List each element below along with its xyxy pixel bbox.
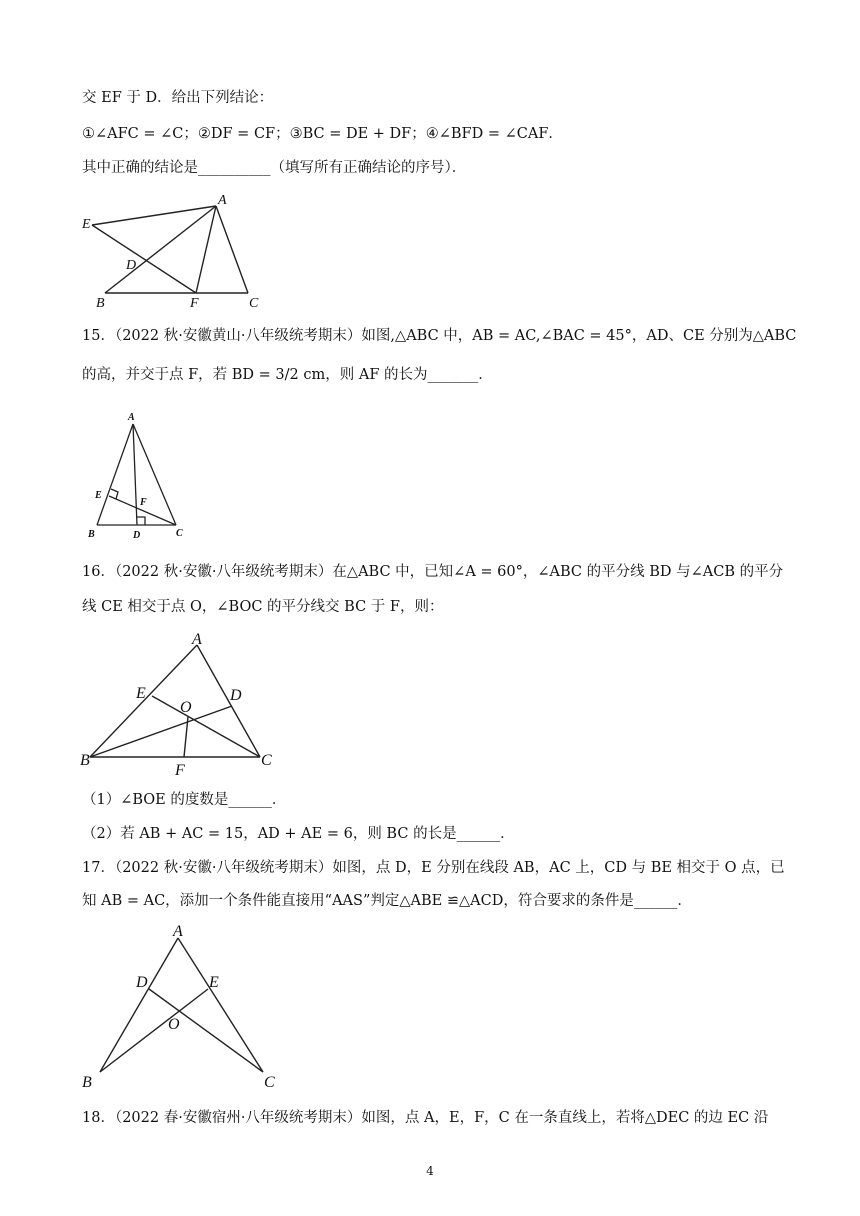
question-17-line2: 知 AB = AC，添加一个条件能直接用“AAS”判定△ABE ≌△ACD，符合要求的条件是______． bbox=[82, 893, 692, 909]
question-16-part1: （1）∠BOE 的度数是______． bbox=[82, 792, 287, 808]
label-D: D bbox=[230, 687, 242, 704]
label-C: C bbox=[264, 1074, 275, 1091]
figure-16 bbox=[80, 628, 280, 776]
label-D: D bbox=[126, 258, 137, 273]
label-B: B bbox=[88, 529, 95, 540]
label-E: E bbox=[82, 217, 91, 232]
question-16-part2: （2）若 AB + AC = 15，AD + AE = 6，则 BC 的长是______． bbox=[82, 826, 515, 842]
figure-15 bbox=[80, 410, 200, 545]
label-E: E bbox=[95, 490, 102, 501]
label-A: A bbox=[192, 631, 202, 648]
label-E: E bbox=[209, 974, 219, 991]
question-18-line1: 18．（2022 春·安徽宿州·八年级统考期末）如图，点 A，E，F，C 在一条直线上，若将△DEC 的边 EC 沿 bbox=[82, 1110, 769, 1126]
label-A: A bbox=[173, 923, 183, 940]
label-C: C bbox=[249, 296, 259, 310]
label-B: B bbox=[96, 296, 105, 310]
question-15-line2: 的高，并交于点 F，若 BD = 3/2 cm，则 AF 的长为_______． bbox=[82, 367, 493, 383]
label-B: B bbox=[82, 1074, 92, 1091]
label-C: C bbox=[176, 528, 183, 539]
label-F: F bbox=[175, 762, 185, 776]
question-17-line1: 17．（2022 秋·安徽·八年级统考期末）如图，点 D，E 分别在线段 AB，AC 上，CD 与 BE 相交于 O 点，已 bbox=[82, 860, 785, 876]
figure-14 bbox=[80, 190, 270, 310]
label-E: E bbox=[136, 685, 146, 702]
question-16-line1: 16．（2022 秋·安徽·八年级统考期末）在△ABC 中，已知∠A = 60°，∠ABC 的平分线 BD 与∠ACB 的平分 bbox=[82, 564, 784, 580]
figure-17 bbox=[78, 920, 288, 1092]
text-line-continuation: 交 EF 于 D．给出下列结论： bbox=[82, 90, 274, 106]
label-F: F bbox=[140, 497, 147, 508]
label-B: B bbox=[80, 752, 90, 769]
label-C: C bbox=[261, 752, 272, 769]
question-15-line1: 15．（2022 秋·安徽黄山·八年级统考期末）如图,△ABC 中，AB = AC,∠BAC = 45°，AD、CE 分别为△ABC bbox=[82, 328, 797, 344]
answer-prompt-14: 其中正确的结论是__________（填写所有正确结论的序号）． bbox=[82, 160, 467, 176]
conclusions-list: ①∠AFC = ∠C；②DF = CF；③BC = DE + DF；④∠BFD = ∠CAF． bbox=[82, 126, 563, 142]
page-number: 4 bbox=[426, 1164, 434, 1178]
label-D: D bbox=[136, 974, 148, 991]
label-A: A bbox=[128, 412, 135, 423]
label-O: O bbox=[168, 1016, 180, 1033]
question-16-line2: 线 CE 相交于点 O，∠BOC 的平分线交 BC 于 F，则： bbox=[82, 599, 444, 615]
label-D: D bbox=[133, 530, 141, 541]
label-F: F bbox=[190, 296, 199, 310]
label-A: A bbox=[218, 193, 227, 208]
label-O: O bbox=[180, 699, 192, 716]
